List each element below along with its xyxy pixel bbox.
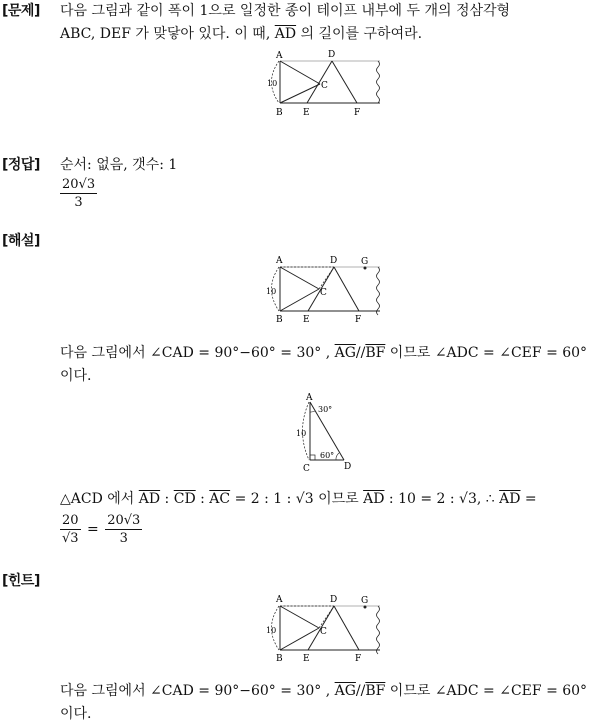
- parallel-sep: //: [355, 345, 366, 361]
- segment-ac: $\overline{AC}$: [209, 491, 231, 507]
- explanation-line-1: [60, 342, 588, 365]
- label-g: G: [361, 596, 369, 606]
- explanation-line-2: 이다.: [60, 368, 92, 384]
- explanation-fraction-line: [60, 513, 588, 546]
- answer-tag: [정답]: [2, 157, 40, 173]
- exp-l1-a: 다음 그림에서 ∠CAD = 90°−60° = 30° ,: [60, 345, 335, 361]
- label-e: E: [303, 108, 310, 118]
- problem-line-2-a: ABC, DEF 가 맞닿아 있다. 이 때,: [60, 26, 275, 42]
- hint-line-1: [60, 680, 588, 703]
- problem-tag: [문제]: [2, 3, 40, 19]
- problem-figure: [262, 48, 388, 120]
- answer-fraction: [60, 177, 97, 210]
- label-d: D: [328, 50, 336, 60]
- label-c: C: [320, 627, 327, 637]
- label-10: 10: [266, 287, 277, 296]
- label-c: C: [321, 81, 328, 91]
- label-d: D: [330, 256, 338, 266]
- explanation-figure-1: [262, 254, 388, 326]
- segment-bf: $\overline{BF}$: [365, 683, 386, 699]
- label-f: F: [355, 315, 362, 325]
- answer-text: [60, 154, 588, 210]
- explanation-line-3: [60, 488, 588, 511]
- problem-line-1: 다음 그림과 같이 폭이 1으로 일정한 종이 테이프 내부에 두 개의 정삼각형: [60, 3, 511, 19]
- colon-2: :: [195, 491, 210, 507]
- label-10: 10: [266, 626, 277, 635]
- label-30deg: 30°: [318, 405, 333, 414]
- label-60deg: 60°: [320, 451, 335, 460]
- label-e: E: [303, 315, 310, 325]
- explanation-text-1: [60, 342, 588, 388]
- label-a: A: [276, 595, 283, 605]
- problem-line-2-b: 의 길이를 구하여라.: [296, 26, 423, 42]
- label-d: D: [330, 595, 338, 605]
- label-a: A: [276, 256, 283, 266]
- exp-l3-c: : 10 = 2 : √3, ∴: [384, 491, 500, 507]
- label-10: 10: [296, 429, 307, 438]
- equals: =: [87, 521, 99, 538]
- exp-l1-b: 이므로 ∠ADC = ∠CEF = 60°: [385, 345, 588, 361]
- label-b: B: [276, 108, 283, 118]
- fraction-2: [105, 513, 142, 546]
- fraction-1: [60, 513, 81, 546]
- segment-ad: $\overline{AD}$: [138, 491, 161, 507]
- f2-num: 20√3: [107, 513, 141, 528]
- label-c: C: [320, 288, 327, 298]
- label-e: E: [303, 654, 310, 664]
- problem-line-2: [60, 23, 588, 46]
- hint-tag: [힌트]: [2, 573, 40, 589]
- label-10: 10: [267, 79, 278, 88]
- f1-den: √3: [61, 531, 79, 546]
- label-g: G: [361, 257, 369, 267]
- segment-ad: $\overline{AD}$: [274, 26, 297, 42]
- f2-den: 3: [119, 531, 128, 546]
- segment-bf: $\overline{BF}$: [365, 345, 386, 361]
- label-b: B: [276, 654, 283, 664]
- exp-l3-b: = 2 : 1 : √3 이므로: [230, 491, 364, 507]
- segment-cd: $\overline{CD}$: [173, 491, 196, 507]
- label-a: A: [276, 51, 283, 61]
- answer-den: 3: [74, 195, 83, 210]
- label-f: F: [355, 654, 362, 664]
- segment-ag: $\overline{AG}$: [334, 345, 356, 361]
- problem-text: [60, 0, 588, 46]
- hint-l1-b: 이므로 ∠ADC = ∠CEF = 60°: [385, 683, 588, 699]
- hint-text: [60, 680, 588, 726]
- parallel-sep: //: [355, 683, 366, 699]
- segment-ag: $\overline{AG}$: [334, 683, 356, 699]
- explanation-figure-2: [294, 392, 358, 474]
- explanation-tag: [해설]: [2, 233, 40, 249]
- segment-ad-2: $\overline{AD}$: [363, 491, 385, 507]
- f1-num: 20: [62, 513, 79, 528]
- label-a: A: [306, 393, 313, 403]
- explanation-text-2: [60, 488, 588, 546]
- hint-l1-a: 다음 그림에서 ∠CAD = 90°−60° = 30° ,: [60, 683, 335, 699]
- label-b: B: [276, 315, 283, 325]
- label-d: D: [344, 462, 352, 472]
- answer-line: 순서: 없음, 갯수: 1: [60, 157, 178, 173]
- hint-line-2: 이다.: [60, 706, 92, 722]
- colon-1: :: [160, 491, 174, 507]
- label-f: F: [354, 108, 361, 118]
- exp-l3-a: △ACD 에서: [60, 491, 139, 507]
- exp-l3-d: =: [520, 491, 537, 507]
- segment-ad-3: $\overline{AD}$: [499, 491, 521, 507]
- answer-num: 20√3: [62, 177, 96, 192]
- label-c: C: [303, 464, 310, 474]
- hint-figure: [262, 593, 388, 665]
